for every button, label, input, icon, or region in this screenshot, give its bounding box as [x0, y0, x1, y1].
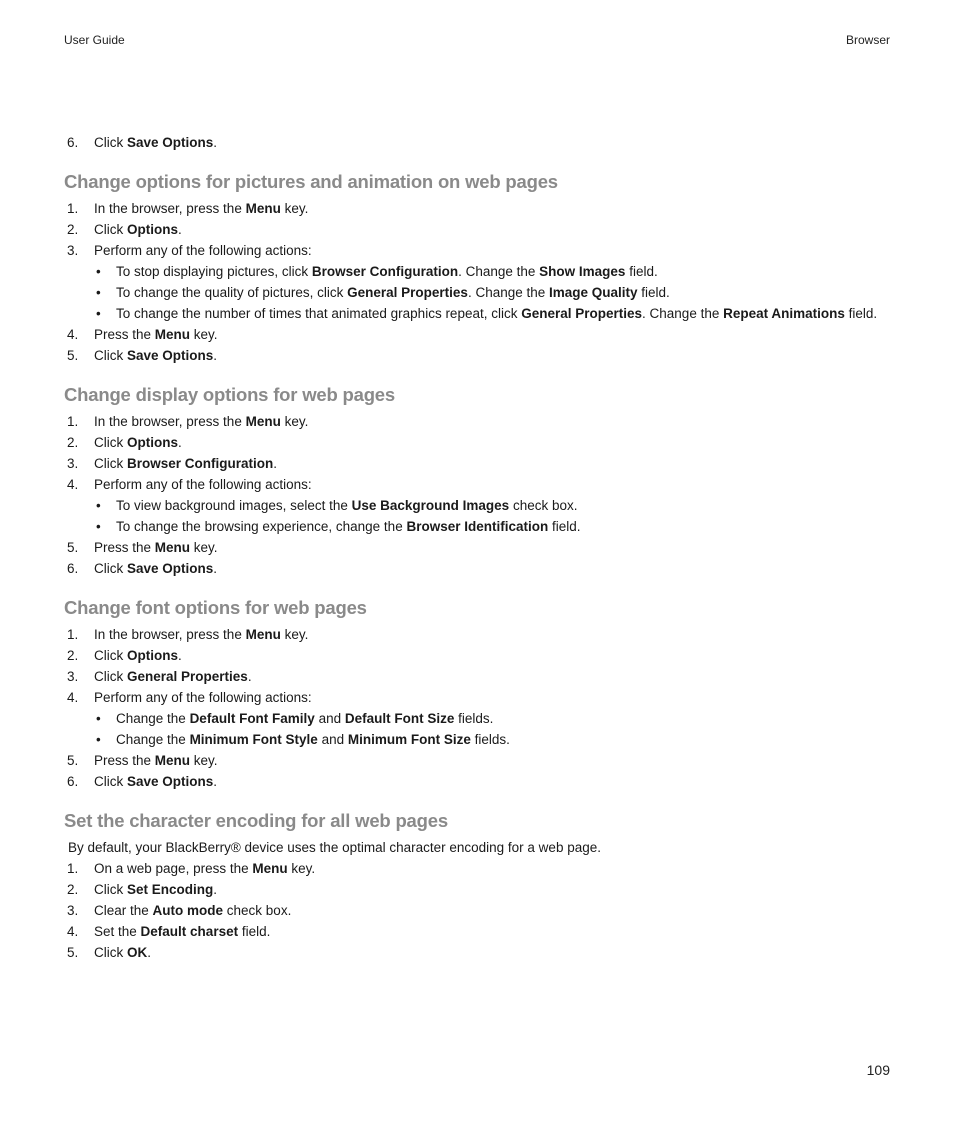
text-run: Press the [94, 753, 155, 768]
text-run: Click [94, 435, 127, 450]
text-run: Change the [116, 732, 190, 747]
step-number: 2. [67, 648, 79, 663]
ui-term: Menu [154, 753, 191, 768]
bullet-icon: • [96, 711, 101, 726]
bullet-text [116, 282, 670, 303]
ui-term: Menu [154, 327, 191, 342]
ui-term: Menu [154, 540, 191, 555]
step-text [94, 921, 270, 942]
step-number: 4. [67, 924, 79, 939]
list-item [64, 858, 894, 879]
text-run: To change the number of times that animated graphics repeat, click [116, 306, 522, 321]
text-run: Perform any of the following actions: [94, 243, 312, 258]
bullet-icon: • [96, 732, 101, 747]
step-text [94, 324, 218, 345]
bullet-item [64, 282, 894, 303]
list-item [64, 750, 894, 771]
text-run: . [213, 882, 218, 897]
text-run: To view background images, select the [116, 498, 352, 513]
bullet-text [116, 495, 577, 516]
bullet-item [64, 516, 894, 537]
ui-term: Default charset [140, 924, 239, 939]
text-run: . Change the [458, 264, 540, 279]
step-text [94, 132, 217, 153]
step-text [94, 240, 312, 261]
ui-term: Show Images [539, 264, 626, 279]
ui-term: OK [127, 945, 148, 960]
text-run: key. [280, 201, 309, 216]
list-item [64, 198, 894, 219]
step-text [94, 453, 277, 474]
bullet-item [64, 729, 894, 750]
text-run: field. [637, 285, 670, 300]
step-number: 5. [67, 945, 79, 960]
ui-term: Save Options [127, 348, 214, 363]
list-item [64, 324, 894, 345]
text-run: . Change the [467, 285, 549, 300]
ui-term: Options [127, 435, 178, 450]
step-text [94, 750, 218, 771]
text-run: To change the browsing experience, change the [116, 519, 407, 534]
bullet-text [116, 261, 658, 282]
step-number: 3. [67, 669, 79, 684]
page-number: 109 [866, 1062, 890, 1078]
list-item [64, 771, 894, 792]
ui-term: Options [127, 648, 178, 663]
text-run: In the browser, press the [94, 627, 246, 642]
step-number: 2. [67, 882, 79, 897]
text-run: Click [94, 135, 127, 150]
step-number: 2. [67, 435, 79, 450]
text-run: Change the [116, 711, 190, 726]
text-run: key. [190, 327, 218, 342]
text-run: Click [94, 648, 127, 663]
step-text [94, 879, 217, 900]
ui-term: Browser Identification [406, 519, 549, 534]
step-text [94, 537, 218, 558]
text-run: . [213, 348, 218, 363]
step-text [94, 687, 312, 708]
paragraph [64, 837, 894, 858]
text-run: In the browser, press the [94, 414, 246, 429]
ui-term: Menu [245, 627, 281, 642]
step-number: 6. [67, 561, 79, 576]
bullet-icon: • [96, 498, 101, 513]
step-text [94, 558, 217, 579]
ui-term: Browser Configuration [127, 456, 274, 471]
text-run: . [147, 945, 152, 960]
ui-term: Image Quality [549, 285, 638, 300]
text-run: Perform any of the following actions: [94, 477, 312, 492]
step-number: 1. [67, 627, 79, 642]
step-number: 4. [67, 327, 79, 342]
list-item [64, 942, 894, 963]
text-run: Click [94, 669, 127, 684]
step-text [94, 900, 291, 921]
text-run: . [273, 456, 278, 471]
step-number: 1. [67, 201, 79, 216]
list-item [64, 558, 894, 579]
text-run: and [317, 732, 348, 747]
step-text [94, 198, 308, 219]
step-text [94, 219, 182, 240]
step-number: 3. [67, 243, 79, 258]
list-item [64, 921, 894, 942]
list-item [64, 132, 894, 153]
text-run: fields. [470, 732, 510, 747]
list-item [64, 411, 894, 432]
ui-term: General Properties [347, 285, 468, 300]
ui-term: Default Font Size [344, 711, 455, 726]
step-text [94, 771, 217, 792]
section-heading: Change options for pictures and animation on web pages [64, 171, 558, 192]
ui-term: Minimum Font Style [189, 732, 318, 747]
step-text [94, 411, 308, 432]
step-number: 5. [67, 753, 79, 768]
ui-term: Auto mode [152, 903, 224, 918]
step-number: 2. [67, 222, 79, 237]
header-section-title: Browser [845, 33, 890, 47]
bullet-text [116, 303, 877, 324]
paragraph-text [68, 837, 601, 858]
text-run: Clear the [94, 903, 153, 918]
text-run: Click [94, 774, 127, 789]
bullet-item [64, 303, 894, 324]
bullet-text [116, 516, 581, 537]
bullet-item [64, 708, 894, 729]
step-text [94, 645, 182, 666]
text-run: . [247, 669, 252, 684]
document-body [64, 132, 894, 963]
text-run: field. [548, 519, 581, 534]
text-run: field. [238, 924, 271, 939]
text-run: Click [94, 348, 127, 363]
ui-term: Options [127, 222, 178, 237]
list-item [64, 666, 894, 687]
bullet-item [64, 495, 894, 516]
step-text [94, 666, 252, 687]
ui-term: Minimum Font Size [347, 732, 471, 747]
text-run: In the browser, press the [94, 201, 246, 216]
list-item [64, 432, 894, 453]
ui-term: General Properties [521, 306, 643, 321]
step-number: 5. [67, 348, 79, 363]
bullet-item [64, 261, 894, 282]
ui-term: General Properties [127, 669, 248, 684]
step-number: 6. [67, 774, 79, 789]
text-run: Click [94, 456, 127, 471]
text-run: fields. [454, 711, 494, 726]
step-text [94, 858, 315, 879]
header-doc-title: User Guide [64, 33, 125, 47]
ui-term: Menu [245, 201, 281, 216]
bullet-text [116, 729, 510, 750]
list-item [64, 453, 894, 474]
text-run: . [178, 222, 182, 237]
text-run: key. [280, 414, 309, 429]
step-text [94, 432, 182, 453]
text-run: Click [94, 882, 127, 897]
bullet-icon: • [96, 306, 101, 321]
list-item [64, 624, 894, 645]
text-run: check box. [223, 903, 292, 918]
bullet-icon: • [96, 264, 101, 279]
text-run: key. [287, 861, 316, 876]
step-number: 3. [67, 903, 79, 918]
text-run: On a web page, press the [94, 861, 253, 876]
bullet-icon: • [96, 519, 101, 534]
ui-term: Repeat Animations [723, 306, 845, 321]
text-run: Set the [94, 924, 141, 939]
step-number: 5. [67, 540, 79, 555]
text-run: . [213, 774, 218, 789]
text-run: Click [94, 945, 127, 960]
ui-term: Save Options [127, 774, 214, 789]
list-item [64, 537, 894, 558]
list-item [64, 645, 894, 666]
ui-term: Save Options [127, 561, 214, 576]
text-run: . [213, 561, 218, 576]
section-heading: Change font options for web pages [64, 597, 367, 618]
text-run: key. [280, 627, 309, 642]
bullet-icon: • [96, 285, 101, 300]
text-run: check box. [509, 498, 578, 513]
text-run: . [178, 435, 182, 450]
step-number: 6. [67, 135, 79, 150]
text-run: Press the [94, 327, 155, 342]
step-text [94, 942, 151, 963]
ui-term: Set Encoding [127, 882, 214, 897]
step-number: 4. [67, 690, 79, 705]
ui-term: Default Font Family [189, 711, 315, 726]
ui-term: Use Background Images [351, 498, 510, 513]
list-item [64, 687, 894, 708]
text-run: . [213, 135, 218, 150]
step-text [94, 474, 312, 495]
text-run: field. [844, 306, 878, 321]
step-text [94, 345, 217, 366]
list-item [64, 879, 894, 900]
text-run: By default, your BlackBerry® device uses the optimal character encoding for a web page. [68, 840, 601, 855]
step-number: 4. [67, 477, 79, 492]
text-run: key. [190, 753, 218, 768]
step-number: 1. [67, 414, 79, 429]
text-run: and [314, 711, 345, 726]
text-run: Press the [94, 540, 155, 555]
list-item [64, 900, 894, 921]
text-run: . [178, 648, 182, 663]
text-run: field. [625, 264, 658, 279]
list-item [64, 474, 894, 495]
text-run: To change the quality of pictures, click [116, 285, 348, 300]
step-text [94, 624, 308, 645]
text-run: To stop displaying pictures, click [116, 264, 312, 279]
ui-term: Menu [245, 414, 281, 429]
text-run: Click [94, 561, 127, 576]
step-number: 3. [67, 456, 79, 471]
bullet-text [116, 708, 493, 729]
text-run: . Change the [642, 306, 724, 321]
text-run: key. [190, 540, 218, 555]
step-number: 1. [67, 861, 79, 876]
section-heading: Change display options for web pages [64, 384, 395, 405]
list-item [64, 345, 894, 366]
list-item [64, 219, 894, 240]
ui-term: Save Options [127, 135, 214, 150]
ui-term: Browser Configuration [311, 264, 459, 279]
section-heading: Set the character encoding for all web pages [64, 810, 448, 831]
ui-term: Menu [252, 861, 288, 876]
list-item [64, 240, 894, 261]
text-run: Click [94, 222, 127, 237]
text-run: Perform any of the following actions: [94, 690, 312, 705]
